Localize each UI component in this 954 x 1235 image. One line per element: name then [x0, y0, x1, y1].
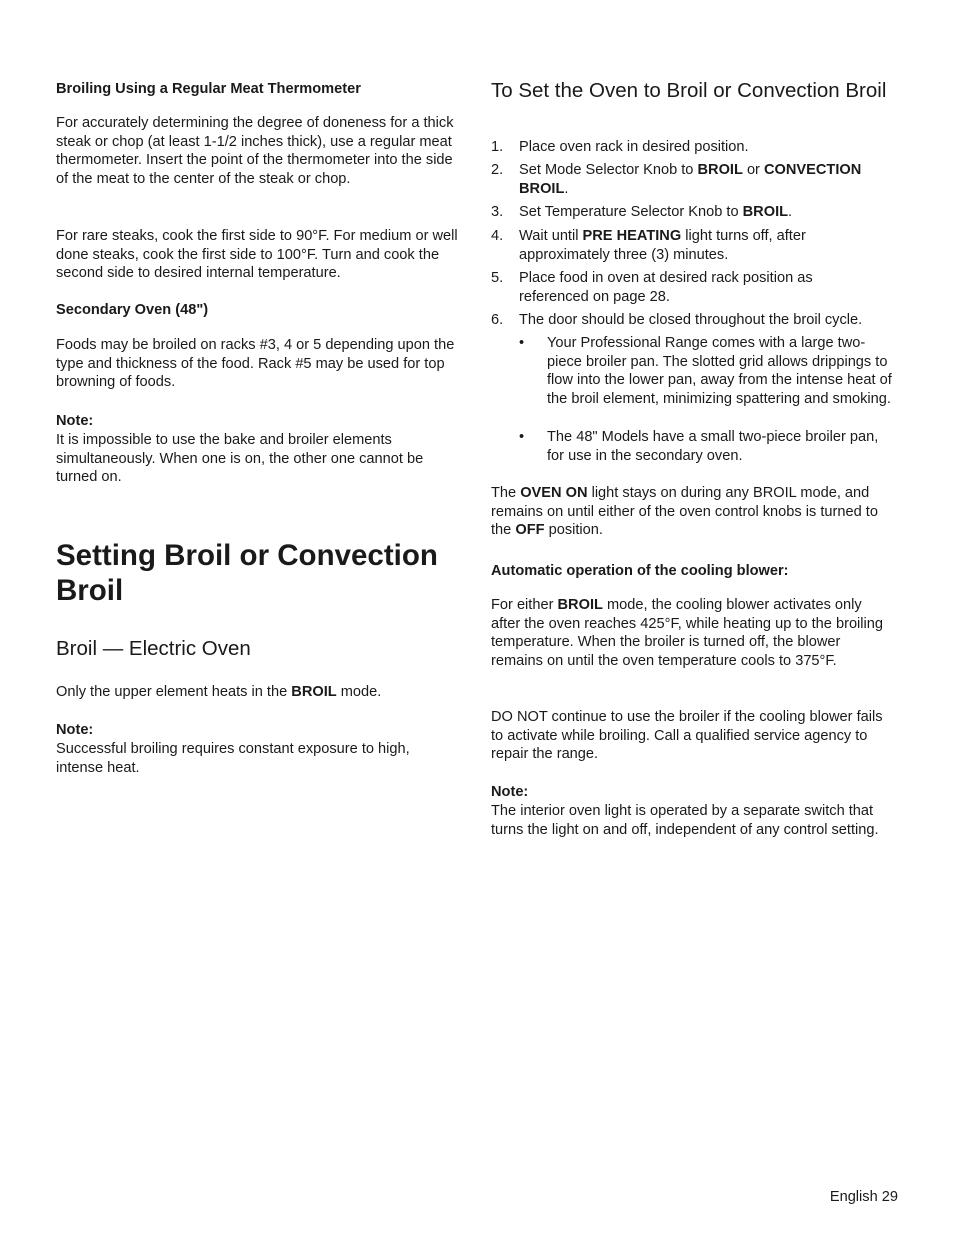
cooling-blower-paragraph: For either BROIL mode, the cooling blower activates only after the oven reaches 425°F, while heating up to the broiling temperature. When the broiler is turned off, the blower remains on until the oven temperature cools to 375°F. — [491, 597, 884, 670]
broil-setup-title: To Set the Oven to Broil or Convection Broil — [491, 79, 887, 102]
step-number: 4. — [491, 228, 504, 244]
bullet-icon: • — [519, 429, 525, 445]
do-not-paragraph: DO NOT continue to use the broiler if the cooling blower fails to activate while broiling. Call a qualified service agency to repair the range. — [491, 709, 883, 763]
step-number: 6. — [491, 312, 504, 328]
note-label: Note: — [56, 413, 94, 429]
note-text: It is impossible to use the bake and broiler elements simultaneously. When one is on, the other one cannot be turned on. — [56, 432, 424, 486]
step-text: Wait until PRE HEATING light turns off, after approximately three (3) minutes. — [519, 228, 806, 263]
thermometer-paragraph-2: For rare steaks, cook the first side to 90°F. For medium or well done steaks, cook the first side to 100°F. Turn and cook the second side to desired internal temperature. — [56, 228, 458, 282]
secondary-oven-heading: Secondary Oven (48") — [56, 302, 209, 318]
step-number: 5. — [491, 270, 504, 286]
step-text: Place food in oven at desired rack position as referenced on page 28. — [519, 270, 813, 305]
step-text: Set Temperature Selector Knob to BROIL. — [519, 204, 793, 220]
upper-element-paragraph: Only the upper element heats in the BROIL mode. — [56, 684, 382, 700]
step-text: The door should be closed throughout the broil cycle. — [519, 312, 863, 328]
broil-electric-subtitle: Broil — Electric Oven — [56, 637, 251, 660]
thermometer-heading: Broiling Using a Regular Meat Thermometer — [56, 81, 361, 97]
note-text: Successful broiling requires constant exposure to high, intense heat. — [56, 741, 410, 776]
step-text: Place oven rack in desired position. — [519, 139, 749, 155]
note-label: Note: — [56, 722, 94, 738]
bullet-text: Your Professional Range comes with a large two-piece broiler pan. The slotted grid allows drippings to flow into the lower pan, away from the intense heat of the broil element, minimizing spattering and smoking. — [547, 335, 892, 407]
bullet-text: The 48" Models have a small two-piece broiler pan, for use in the secondary oven. — [547, 429, 879, 464]
bullet-icon: • — [519, 335, 525, 351]
note-label: Note: — [491, 784, 529, 800]
cooling-blower-heading: Automatic operation of the cooling blower: — [491, 563, 789, 579]
step-number: 2. — [491, 162, 504, 178]
step-number: 3. — [491, 204, 504, 220]
oven-on-paragraph: The OVEN ON light stays on during any BROIL mode, and remains on until either of the oven control knobs is turned to the OFF position. — [491, 485, 878, 539]
page-footer: English 29 — [829, 1189, 898, 1205]
section-title: Setting Broil or Convection Broil — [56, 539, 438, 607]
thermometer-paragraph-1: For accurately determining the degree of doneness for a thick steak or chop (at least 1-1/2 inches thick), use a regular meat thermometer. Insert the point of the thermometer into the side of the meat to the center of the steak or chop. — [56, 115, 454, 188]
step-text: Set Mode Selector Knob to BROIL or CONVECTION BROIL. — [519, 162, 862, 197]
secondary-oven-paragraph: Foods may be broiled on racks #3, 4 or 5 depending upon the type and thickness of the food. Rack #5 may be used for top browning of foods. — [56, 337, 455, 391]
note-text: The interior oven light is operated by a separate switch that turns the light on and off, independent of any control setting. — [491, 803, 879, 838]
step-number: 1. — [491, 139, 504, 155]
